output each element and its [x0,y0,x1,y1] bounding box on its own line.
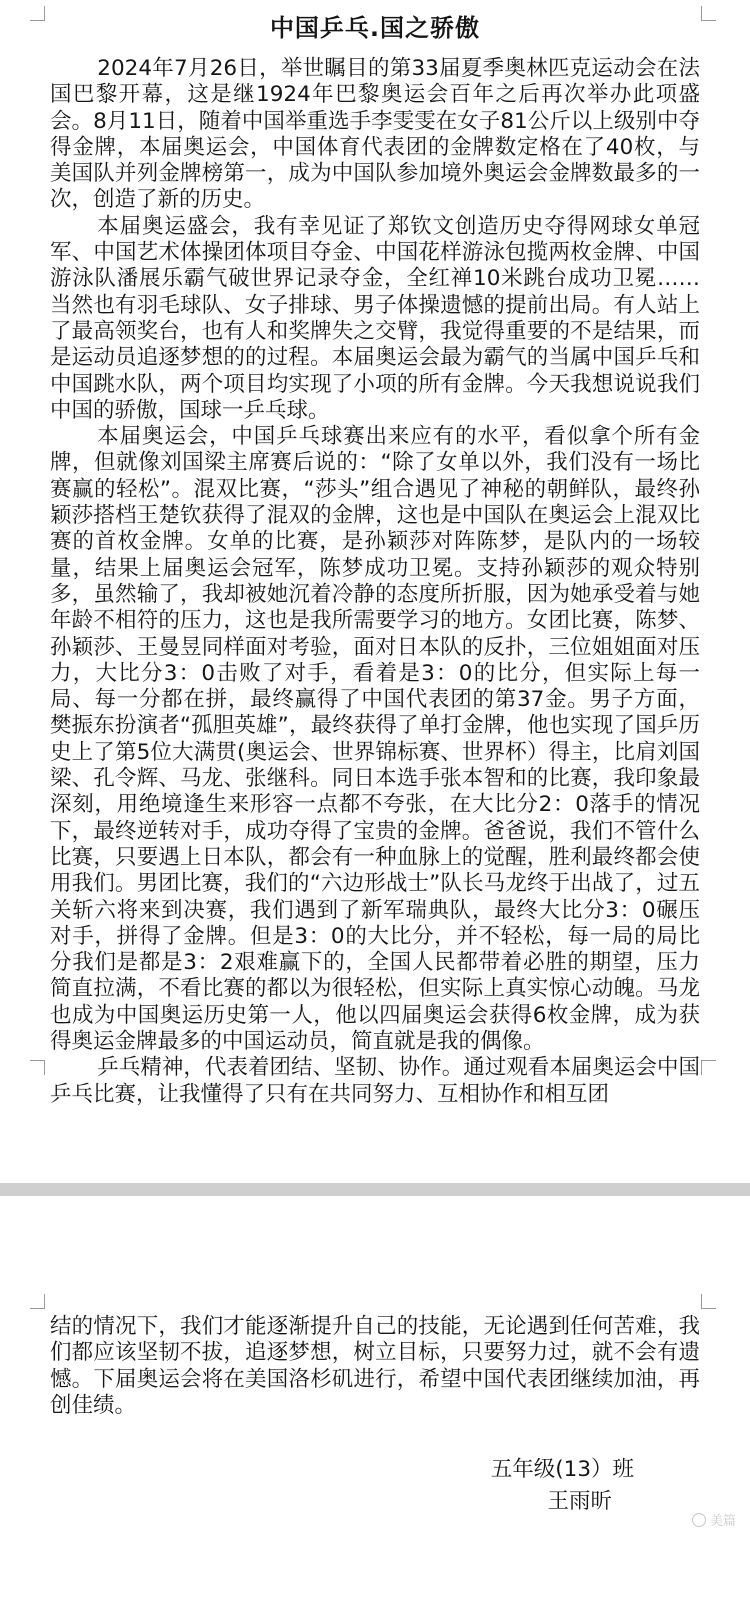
paragraph: 乒乓精神，代表着团结、坚韧、协作。通过观看本届奥运会中国乒乓比赛，让我懂得了只有在共同努力、互相协作和相互团 [50,1055,700,1107]
paragraph: 本届奥运会，中国乒乓球赛出来应有的水平，看似拿个所有金牌，但就像刘国梁主席赛后说的：“除了女单以外，我们没有一场比赛赢的轻松”。混双比赛，“莎头”组合遇见了神秘的朝鲜队，最终孙颖莎搭档王楚钦获得了混双的金牌，这也是中国队在奥运会上混双比赛的首枚金牌。女单的比赛，是孙颖莎对阵陈梦，是队内的一场较量，结果上届奥运会冠军，陈梦成功卫冕。支持孙颖莎的观众特别多，虽然输了，我却被她沉着冷静的态度所折服，因为她承受着与她年龄不相符的压力，这也是我所需要学习的地方。女团比赛，陈梦、孙颖莎、王曼昱同样面对考验，面对日本队的反扑，三位姐姐面对压力，大比分3：0击败了对手，看着是3：0的比分，但实际上每一局、每一分都在拼，最终赢得了中国代表团的第37金。男子方面，樊振东扮演者“孤胆英雄”，最终获得了单打金牌，他也实现了国乒历史上了第5位大满贯(奥运会、世界锦标赛、世界杯）得主，比肩刘国梁、孔令辉、马龙、张继科。同日本选手张本智和的比赛，我印象最深刻，用绝境逢生来形容一点都不夸张，在大比分2：0落手的情况下，最终逆转对手，成功夺得了宝贵的金牌。爸爸说，我们不管什么比赛，只要遇上日本队，都会有一种血脉上的觉醒，胜利最终都会使用我们。男团比赛，我们的“六边形战士”队长马龙终于出战了，过五关斩六将来到决赛，我们遇到了新军瑞典队，最终大比分3：0碾压对手，拼得了金牌。但是3：0的大比分，并不轻松，每一局的局比分我们是都是3：2艰难赢下的，全国人民都带着必胜的期望，压力简直拉满，不看比赛的都以为很轻松，但实际上真实惊心动魄。马龙也成为中国奥运历史第一人，他以四届奥运会获得6枚金牌，成为获得奥运金牌最多的中国运动员，简直就是我的偶像。 [50,424,700,1054]
document-page-2 [0,1196,750,1610]
page-separator [0,1183,750,1196]
watermark [692,1510,736,1529]
document-body-continued [50,1314,700,1419]
signature-class: 五年级(13）班 [490,1457,634,1482]
signature-author: 王雨昕 [547,1489,612,1514]
paragraph: 本届奥运盛会，我有幸见证了郑钦文创造历史夺得网球女单冠军、中国艺术体操团体项目夺金、中国花样游泳包揽两枚金牌、中国游泳队潘展乐霸气破世界记录夺金，全红禅10米跳台成功卫冕……当然也有羽毛球队、女子排球、男子体操遗憾的提前出局。有人站上了最高领奖台，也有人和奖牌失之交臂，我觉得重要的不是结果，而是运动员追逐梦想的的过程。本届奥运会最为霸气的当属中国乒乓和中国跳水队，两个项目均实现了小项的所有金牌。今天我想说说我们中国的骄傲，国球一乒乓球。 [50,213,700,423]
page-corner-mark [30,1060,45,1075]
page-corner-mark [701,1060,716,1075]
paragraph: 2024年7月26日，举世瞩目的第33届夏季奥林匹克运动会在法国巴黎开幕，这是继1924年巴黎奥运会百年之后再次举办此项盛会。8月11日，随着中国举重选手李雯雯在女子81公斤以上级别中夺得金牌，本届奥运会，中国体育代表团的金牌数定格在了40枚，与美国队并列金牌榜第一，成为中国队参加境外奥运会金牌数最多的一次，创造了新的历史。 [50,56,700,213]
watermark-logo-icon [692,1513,706,1527]
page-corner-mark [701,1294,716,1309]
document-title: 中国乒乓.国之骄傲 [269,14,481,42]
watermark-text: 美篇 [709,1514,736,1529]
page-corner-mark [30,1294,45,1309]
paragraph: 结的情况下，我们才能逐渐提升自己的技能，无论遇到任何苦难，我们都应该坚韧不拔，追逐梦想，树立目标，只要努力过，就不会有遗憾。下届奥运会将在美国洛杉矶进行，希望中国代表团继续加油，再创佳绩。 [50,1314,700,1418]
document-body [50,56,700,1108]
